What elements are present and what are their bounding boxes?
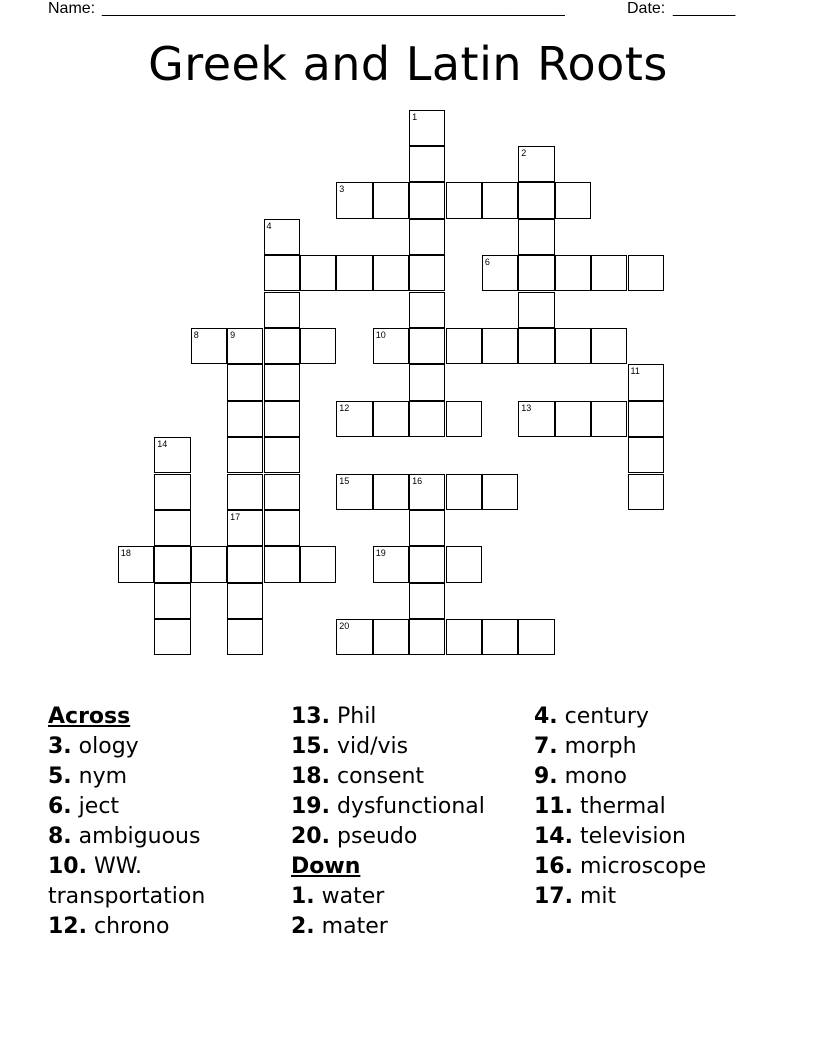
grid-cell[interactable] — [518, 182, 554, 218]
grid-cell[interactable] — [154, 619, 190, 655]
clue-item-number: 11. — [534, 794, 573, 819]
grid-cell[interactable] — [154, 474, 190, 510]
clue-item-number: 5. — [48, 764, 72, 789]
grid-cell[interactable] — [409, 510, 445, 546]
clue-item-text: consent — [336, 764, 425, 789]
clue-item — [534, 882, 706, 912]
across-header: Across — [48, 704, 131, 729]
grid-cell[interactable] — [227, 546, 263, 582]
clue-item — [291, 732, 485, 762]
clue-item-number: 15. — [291, 734, 330, 759]
grid-cell[interactable] — [518, 292, 554, 328]
grid-cell[interactable] — [409, 255, 445, 291]
grid-cell[interactable] — [555, 401, 591, 437]
grid-cell[interactable] — [409, 328, 445, 364]
clue-item-number: 16. — [534, 854, 573, 879]
grid-cell[interactable] — [300, 328, 336, 364]
clue-item-number: 2. — [291, 914, 315, 939]
clue-item-text: chrono — [93, 914, 170, 939]
grid-cell[interactable] — [446, 619, 482, 655]
grid-cell[interactable] — [227, 401, 263, 437]
clue-item — [534, 702, 706, 732]
grid-cell[interactable] — [373, 328, 409, 364]
grid-cell[interactable] — [264, 328, 300, 364]
clue-item — [291, 702, 485, 732]
grid-cell[interactable] — [555, 255, 591, 291]
grid-cell[interactable] — [482, 255, 518, 291]
grid-cell[interactable] — [227, 437, 263, 473]
grid-cell[interactable] — [409, 583, 445, 619]
grid-cell[interactable] — [555, 182, 591, 218]
clue-item-number: 8. — [48, 824, 72, 849]
clue-item-text: television — [579, 824, 686, 849]
clue-item — [534, 822, 706, 852]
date-blank-line[interactable]: _______ — [673, 0, 736, 17]
grid-cell[interactable] — [409, 146, 445, 182]
grid-cell[interactable] — [409, 219, 445, 255]
clue-number: 4 — [266, 220, 272, 231]
grid-cell[interactable] — [300, 255, 336, 291]
clue-item — [48, 852, 205, 882]
grid-cell[interactable] — [154, 583, 190, 619]
clue-item-text: ology — [78, 734, 139, 759]
clue-item — [48, 762, 205, 792]
clue-number: 13 — [521, 402, 532, 413]
grid-cell[interactable] — [373, 619, 409, 655]
clue-item-text: nym — [78, 764, 128, 789]
clue-item-text: dysfunctional — [336, 794, 485, 819]
clue-item — [291, 912, 485, 942]
grid-cell[interactable] — [336, 255, 372, 291]
clue-number: 1 — [412, 111, 418, 122]
clue-item — [534, 762, 706, 792]
grid-cell[interactable] — [373, 401, 409, 437]
grid-cell[interactable] — [482, 182, 518, 218]
grid-cell[interactable] — [518, 219, 554, 255]
grid-cell[interactable] — [482, 619, 518, 655]
clue-item-text: mit — [579, 884, 617, 909]
down-header: Down — [291, 854, 361, 879]
grid-cell[interactable] — [300, 546, 336, 582]
grid-cell[interactable] — [118, 546, 154, 582]
clue-item-number: 12. — [48, 914, 87, 939]
clue-item-number: 13. — [291, 704, 330, 729]
grid-cell[interactable] — [409, 619, 445, 655]
clue-item-number: 20. — [291, 824, 330, 849]
clue-number: 14 — [157, 439, 168, 450]
grid-cell[interactable] — [264, 474, 300, 510]
grid-cell[interactable] — [227, 328, 263, 364]
grid-cell[interactable] — [409, 401, 445, 437]
grid-cell[interactable] — [264, 292, 300, 328]
grid-cell[interactable] — [264, 364, 300, 400]
clue-item-number: 9. — [534, 764, 558, 789]
grid-cell[interactable] — [518, 401, 554, 437]
clue-item — [291, 792, 485, 822]
clue-column-middle — [291, 702, 485, 942]
clue-item-text: mono — [564, 764, 627, 789]
grid-cell[interactable] — [591, 401, 627, 437]
clue-item — [291, 762, 485, 792]
grid-cell[interactable] — [336, 182, 372, 218]
grid-cell[interactable] — [409, 364, 445, 400]
grid-cell[interactable] — [555, 328, 591, 364]
grid-cell[interactable] — [409, 474, 445, 510]
clue-item-number: 3. — [48, 734, 72, 759]
clue-item-text: Phil — [336, 704, 377, 729]
clue-number: 2 — [521, 147, 527, 158]
clue-item-text: century — [564, 704, 649, 729]
clue-item — [534, 732, 706, 762]
grid-cell[interactable] — [409, 110, 445, 146]
clue-item-number: 1. — [291, 884, 315, 909]
grid-cell[interactable] — [154, 510, 190, 546]
grid-cell[interactable] — [482, 328, 518, 364]
clue-item-number: 6. — [48, 794, 72, 819]
clue-number: 9 — [230, 329, 236, 340]
grid-cell[interactable] — [446, 474, 482, 510]
clue-number: 8 — [193, 329, 199, 340]
grid-cell[interactable] — [628, 364, 664, 400]
grid-cell[interactable] — [446, 328, 482, 364]
grid-cell[interactable] — [264, 437, 300, 473]
clue-item — [291, 882, 485, 912]
grid-cell[interactable] — [628, 255, 664, 291]
clue-item — [291, 822, 485, 852]
grid-cell[interactable] — [227, 619, 263, 655]
date-label: Date: — [627, 0, 666, 17]
clue-item-number: 19. — [291, 794, 330, 819]
clue-item-number: 10. — [48, 854, 87, 879]
clue-item — [48, 882, 205, 912]
grid-cell[interactable] — [227, 583, 263, 619]
clue-item — [48, 792, 205, 822]
grid-cell[interactable] — [446, 182, 482, 218]
clue-item-number: 4. — [534, 704, 558, 729]
grid-cell[interactable] — [227, 364, 263, 400]
clue-item-text: thermal — [579, 794, 666, 819]
grid-cell[interactable] — [628, 437, 664, 473]
grid-cell[interactable] — [336, 401, 372, 437]
clue-item-number: 7. — [534, 734, 558, 759]
clue-item — [48, 822, 205, 852]
clue-item — [48, 912, 205, 942]
grid-cell[interactable] — [518, 328, 554, 364]
grid-cell[interactable] — [373, 546, 409, 582]
name-blank-line[interactable]: ____________________________________________________ — [102, 0, 565, 17]
grid-cell[interactable] — [518, 255, 554, 291]
grid-cell[interactable] — [227, 474, 263, 510]
clue-column-right — [534, 702, 706, 912]
grid-cell[interactable] — [409, 292, 445, 328]
puzzle-title: Greek and Latin Roots — [148, 37, 668, 91]
clue-item-number: 18. — [291, 764, 330, 789]
clue-item-text: ambiguous — [78, 824, 201, 849]
clue-item-text: pseudo — [336, 824, 418, 849]
clue-item-text: vid/vis — [336, 734, 409, 759]
grid-cell[interactable] — [628, 474, 664, 510]
clue-item — [48, 732, 205, 762]
grid-cell[interactable] — [409, 546, 445, 582]
grid-cell[interactable] — [154, 437, 190, 473]
grid-cell[interactable] — [591, 255, 627, 291]
clue-number: 20 — [339, 621, 350, 632]
clue-item-text: water — [321, 884, 385, 909]
clue-number: 3 — [339, 184, 345, 195]
grid-cell[interactable] — [227, 510, 263, 546]
clue-item — [534, 792, 706, 822]
grid-cell[interactable] — [264, 401, 300, 437]
clue-number: 16 — [412, 475, 423, 486]
grid-cell[interactable] — [628, 401, 664, 437]
clue-number: 12 — [339, 402, 350, 413]
grid-cell[interactable] — [191, 546, 227, 582]
clue-item-text: microscope — [579, 854, 707, 879]
grid-cell[interactable] — [591, 328, 627, 364]
grid-cell[interactable] — [154, 546, 190, 582]
clue-number: 19 — [375, 548, 386, 559]
clue-item-text: mater — [321, 914, 388, 939]
grid-cell[interactable] — [518, 619, 554, 655]
clue-item-text: morph — [564, 734, 637, 759]
grid-cell[interactable] — [446, 546, 482, 582]
name-label: Name: — [48, 0, 96, 17]
grid-cell[interactable] — [264, 546, 300, 582]
clue-item-text: WW. — [93, 854, 142, 879]
grid-cell[interactable] — [264, 219, 300, 255]
clue-item-text: ject — [78, 794, 120, 819]
clue-number: 10 — [375, 329, 386, 340]
clue-number: 15 — [339, 475, 350, 486]
grid-cell[interactable] — [373, 182, 409, 218]
grid-cell[interactable] — [446, 401, 482, 437]
clue-item-number: 17. — [534, 884, 573, 909]
clue-item-number: 14. — [534, 824, 573, 849]
grid-cell[interactable] — [482, 474, 518, 510]
grid-cell[interactable] — [191, 328, 227, 364]
grid-cell[interactable] — [336, 619, 372, 655]
grid-cell[interactable] — [264, 255, 300, 291]
clue-number: 6 — [484, 257, 490, 268]
clue-number: 17 — [230, 511, 241, 522]
clue-column-left — [48, 702, 205, 942]
grid-cell[interactable] — [373, 474, 409, 510]
clue-item — [534, 852, 706, 882]
grid-cell[interactable] — [518, 146, 554, 182]
clue-item-text: transportation — [48, 884, 206, 909]
grid-cell[interactable] — [409, 182, 445, 218]
grid-cell[interactable] — [336, 474, 372, 510]
grid-cell[interactable] — [373, 255, 409, 291]
clue-number: 18 — [120, 548, 131, 559]
grid-cell[interactable] — [264, 510, 300, 546]
clue-number: 11 — [630, 366, 640, 377]
